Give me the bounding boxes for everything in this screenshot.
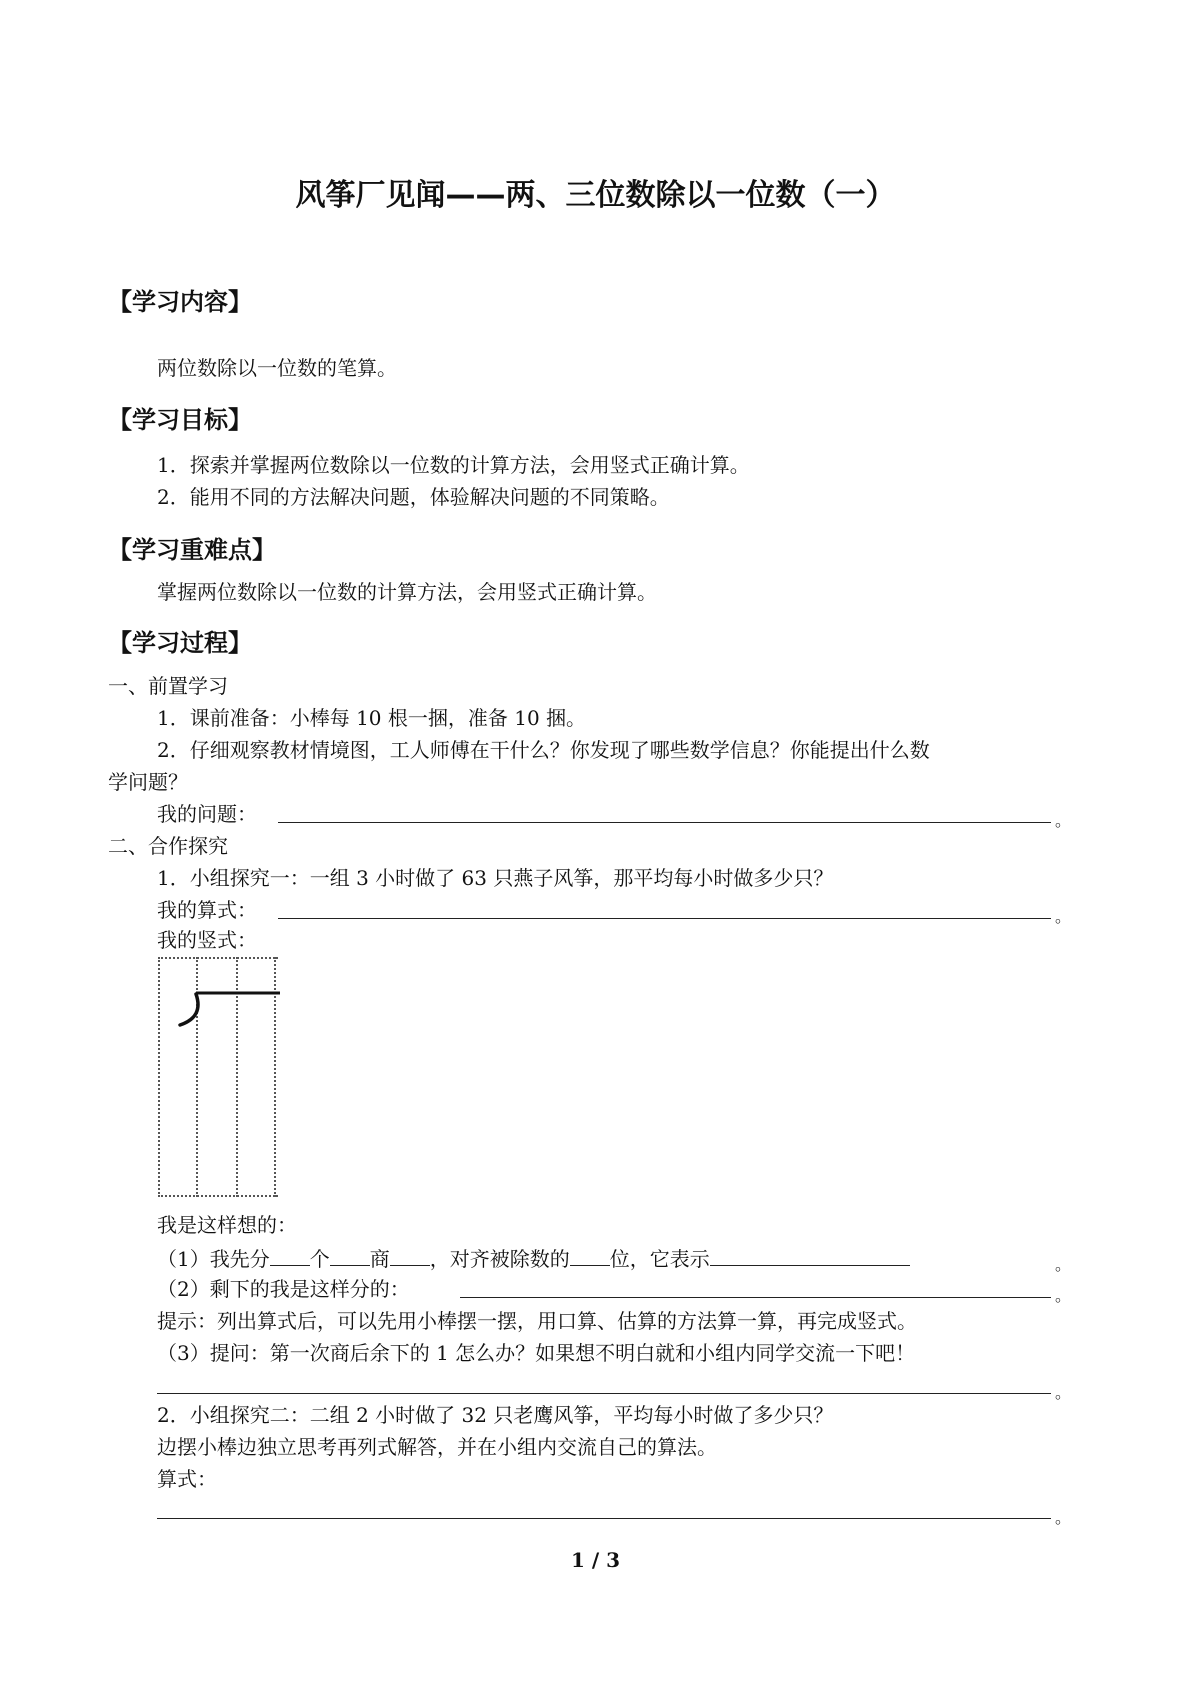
step3-blank[interactable] — [157, 1393, 1051, 1394]
section-heading-content: 【学习内容】 — [108, 288, 252, 316]
section-heading-key-points: 【学习重难点】 — [108, 536, 276, 564]
period: 。 — [1055, 1383, 1072, 1402]
goal-item: 1．探索并掌握两位数除以一位数的计算方法，会用竖式正确计算。 — [157, 453, 750, 477]
explore2-instruction: 边摆小棒边独立思考再列式解答，并在小组内交流自己的算法。 — [157, 1435, 717, 1459]
section-heading-process: 【学习过程】 — [108, 629, 252, 657]
step2-blank[interactable] — [460, 1297, 1051, 1298]
part2-title: 二、合作探究 — [108, 834, 228, 858]
step1-blank-1[interactable] — [270, 1245, 310, 1266]
part1-title: 一、前置学习 — [108, 674, 228, 698]
section-heading-goals: 【学习目标】 — [108, 406, 252, 434]
step1-text: （1）我先分 — [157, 1247, 270, 1271]
hint-text: 提示：列出算式后，可以先用小棒摆一摆，用口算、估算的方法算一算，再完成竖式。 — [157, 1309, 917, 1333]
division-bracket-icon — [158, 957, 288, 1197]
my-formula-label: 我的算式： — [157, 898, 257, 922]
period: 。 — [1055, 1286, 1072, 1305]
step1-text: 个 — [309, 1247, 330, 1271]
content-text: 两位数除以一位数的笔算。 — [157, 356, 397, 380]
step1-text: 商 — [369, 1247, 390, 1271]
key-points-text: 掌握两位数除以一位数的计算方法，会用竖式正确计算。 — [157, 580, 657, 604]
thinking-label: 我是这样想的： — [157, 1213, 297, 1237]
explore1-text: 1．小组探究一：一组 3 小时做了 63 只燕子风筝，那平均每小时做多少只？ — [157, 866, 834, 890]
step1-text: ，对齐被除数的 — [429, 1247, 570, 1271]
step2-label: （2）剩下的我是这样分的： — [157, 1277, 410, 1301]
my-vertical-label: 我的竖式： — [157, 928, 257, 952]
step1-blank-4[interactable] — [570, 1245, 610, 1266]
goal-item: 2．能用不同的方法解决问题，体验解决问题的不同策略。 — [157, 485, 670, 509]
page-title: 风筝厂见闻——两、三位数除以一位数（一） — [295, 178, 896, 213]
step1-blank-2[interactable] — [330, 1245, 370, 1266]
formula-label: 算式： — [157, 1467, 217, 1491]
period: 。 — [1055, 1255, 1072, 1274]
formula-blank[interactable] — [157, 1518, 1051, 1519]
step1-line — [157, 1245, 910, 1271]
my-question-label: 我的问题： — [157, 802, 257, 826]
page-number: 1 / 3 — [570, 1548, 621, 1572]
period: 。 — [1055, 1508, 1072, 1527]
explore2-text: 2．小组探究二：二组 2 小时做了 32 只老鹰风筝，平均每小时做了多少只？ — [157, 1403, 834, 1427]
my-formula-blank[interactable] — [278, 918, 1051, 919]
step1-blank-5[interactable] — [710, 1245, 910, 1266]
step1-text: 位，它表示 — [609, 1247, 710, 1271]
part1-item1: 1．课前准备：小棒每 10 根一捆，准备 10 捆。 — [157, 706, 587, 730]
long-division-grid[interactable] — [158, 957, 278, 1197]
part1-item2-line1: 2．仔细观察教材情境图，工人师傅在干什么？你发现了哪些数学信息？你能提出什么数 — [157, 738, 930, 762]
step3-text: （3）提问：第一次商后余下的 1 怎么办？如果想不明白就和小组内同学交流一下吧！ — [157, 1341, 916, 1365]
part1-item2-line2: 学问题？ — [108, 770, 188, 794]
my-question-blank[interactable] — [278, 822, 1051, 823]
period: 。 — [1055, 907, 1072, 926]
period: 。 — [1055, 811, 1072, 830]
step1-blank-3[interactable] — [390, 1245, 430, 1266]
